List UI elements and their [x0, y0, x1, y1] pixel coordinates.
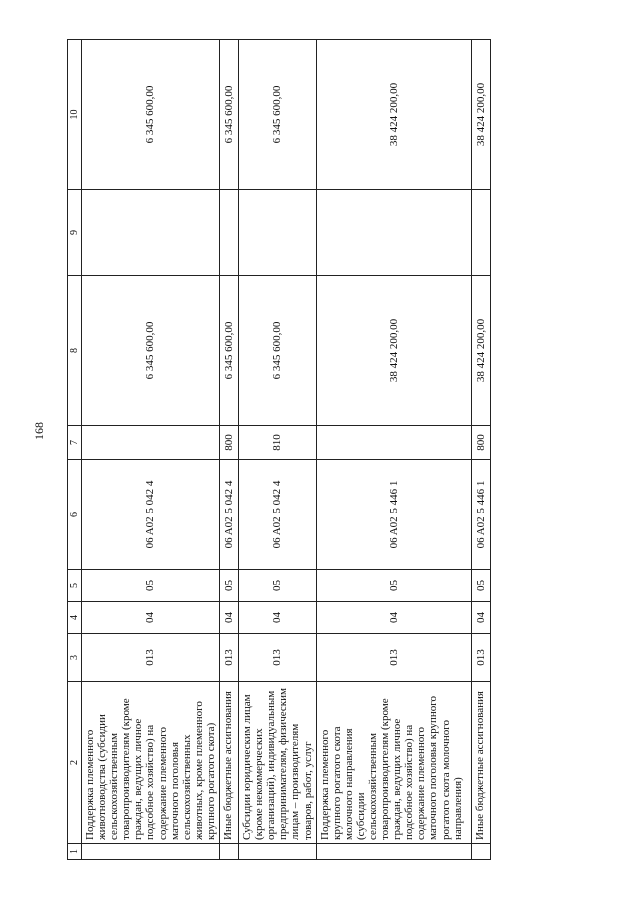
header-cell: 4 — [68, 602, 82, 634]
cell-code: 013 — [471, 634, 490, 682]
table-row — [316, 40, 471, 860]
budget-table — [67, 39, 491, 860]
cell-code: 013 — [316, 634, 471, 682]
cell-name: Поддержка племенного животноводства (субсидии сельскохозяйственным товаропроизводителям (кроме граждан, ведущих личное подсобное хозяйство) на содержание племенного маточного поголовья сельскохозяйственных животных, кроме племенного крупного рогатого скота) — [82, 682, 220, 844]
empty-cell — [220, 844, 239, 860]
header-cell: 9 — [68, 190, 82, 276]
cell-target: 06 A02 5 042 4 — [239, 460, 317, 570]
cell-section: 04 — [82, 602, 220, 634]
table-row — [471, 40, 490, 860]
empty-cell — [82, 844, 220, 860]
cell-code: 013 — [82, 634, 220, 682]
header-cell: 6 — [68, 460, 82, 570]
cell-subsection: 05 — [239, 570, 317, 602]
cell-name: Иные бюджетные ассигнования — [471, 682, 490, 844]
cell-target: 06 A02 5 446 1 — [316, 460, 471, 570]
header-cell: 3 — [68, 634, 82, 682]
cell-total: 6 345 600,00 — [220, 40, 239, 190]
cell-code: 013 — [239, 634, 317, 682]
cell-amount: 6 345 600,00 — [220, 276, 239, 426]
table-row — [220, 40, 239, 860]
empty-cell — [471, 844, 490, 860]
budget-table-rotated — [67, 40, 517, 860]
header-cell: 10 — [68, 40, 82, 190]
cell-total: 6 345 600,00 — [239, 40, 317, 190]
cell-code: 013 — [220, 634, 239, 682]
cell-total: 6 345 600,00 — [82, 40, 220, 190]
cell-subsection: 05 — [316, 570, 471, 602]
table-row — [239, 40, 317, 860]
cell-total: 38 424 200,00 — [471, 40, 490, 190]
cell-target: 06 A02 5 042 4 — [220, 460, 239, 570]
cell-section: 04 — [220, 602, 239, 634]
cell-col9 — [220, 190, 239, 276]
cell-section: 04 — [316, 602, 471, 634]
cell-col9 — [239, 190, 317, 276]
cell-target: 06 A02 5 042 4 — [82, 460, 220, 570]
header-cell: 5 — [68, 570, 82, 602]
cell-name: Поддержка племенного крупного рогатого скота молочного направления (субсидии сельскохозяйственным товаропроизводителям (кроме граждан, ведущих личное подсобное хозяйство) на содержание племенного маточного поголовья крупного рогатого скота молочного направления) — [316, 682, 471, 844]
header-row — [68, 40, 82, 860]
cell-expense-type — [316, 426, 471, 460]
cell-col9 — [316, 190, 471, 276]
cell-col9 — [82, 190, 220, 276]
table-row — [82, 40, 220, 860]
cell-section: 04 — [471, 602, 490, 634]
empty-cell — [239, 844, 317, 860]
header-cell: 7 — [68, 426, 82, 460]
cell-expense-type: 800 — [220, 426, 239, 460]
cell-name: Иные бюджетные ассигнования — [220, 682, 239, 844]
cell-total: 38 424 200,00 — [316, 40, 471, 190]
page-number: 168 — [32, 422, 46, 440]
header-cell: 1 — [68, 844, 82, 860]
cell-subsection: 05 — [82, 570, 220, 602]
header-cell: 2 — [68, 682, 82, 844]
header-cell: 8 — [68, 276, 82, 426]
cell-subsection: 05 — [220, 570, 239, 602]
cell-target: 06 A02 5 446 1 — [471, 460, 490, 570]
cell-expense-type — [82, 426, 220, 460]
empty-cell — [316, 844, 471, 860]
cell-amount: 38 424 200,00 — [316, 276, 471, 426]
cell-expense-type: 800 — [471, 426, 490, 460]
cell-amount: 6 345 600,00 — [239, 276, 317, 426]
cell-col9 — [471, 190, 490, 276]
cell-subsection: 05 — [471, 570, 490, 602]
cell-name: Субсидии юридическим лицам (кроме некоммерческих организаций), индивидуальным предпринимателям, физическим лицам – производителям товаров, работ, услуг — [239, 682, 317, 844]
cell-amount: 6 345 600,00 — [82, 276, 220, 426]
cell-expense-type: 810 — [239, 426, 317, 460]
cell-section: 04 — [239, 602, 317, 634]
cell-amount: 38 424 200,00 — [471, 276, 490, 426]
